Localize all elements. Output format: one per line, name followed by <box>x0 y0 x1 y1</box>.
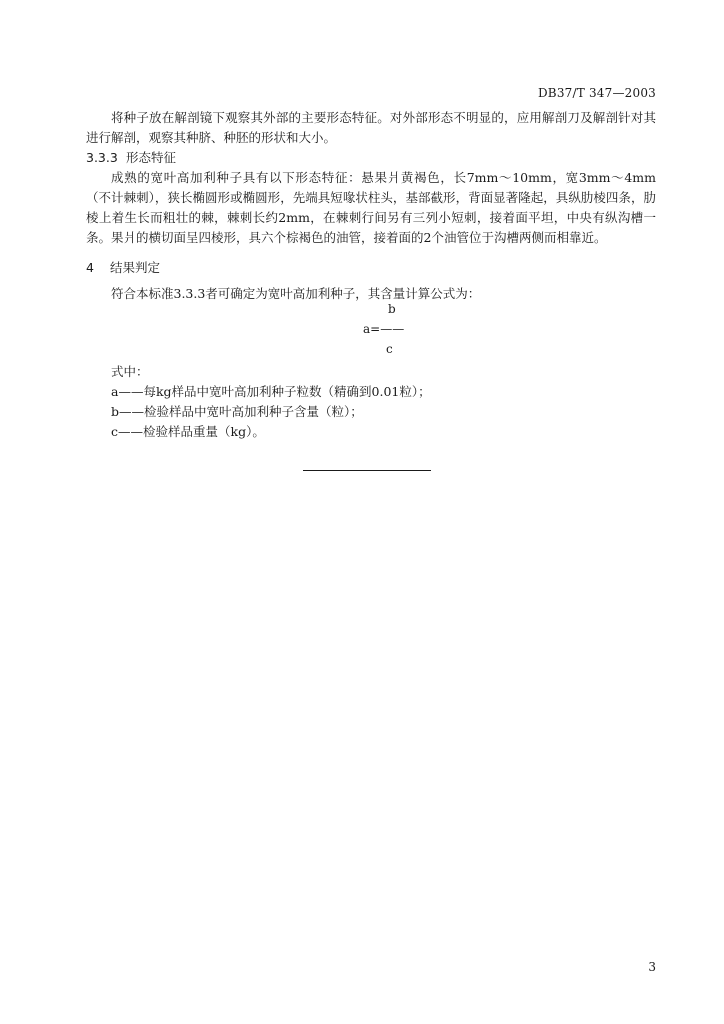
section-title: 形态特征 <box>126 150 177 165</box>
definition-c: c——检验样品重量（kg）。 <box>111 424 265 439</box>
formula-numerator: b <box>388 302 396 316</box>
page-content <box>86 108 656 442</box>
section-number: 3.3.3 <box>86 150 118 165</box>
section-number: 4 <box>86 260 94 275</box>
intro-paragraph: 将种子放在解剖镜下观察其外部的主要形态特征。对外部形态不明显的，应用解剖刀及解剖针对其进行解剖，观察其种脐、种胚的形状和大小。 <box>86 110 656 145</box>
page-number: 3 <box>648 960 656 974</box>
definition-b: b——检验样品中宽叶高加利种子含量（粒）； <box>111 404 363 419</box>
section-heading-3-3-3 <box>86 148 656 168</box>
result-paragraph: 符合本标准3.3.3者可确定为宽叶高加利种子，其含量计算公式为： <box>111 286 481 301</box>
section-heading-4 <box>86 258 656 278</box>
definition-a: a——每kg样品中宽叶高加利种子粒数（精确到0.01粒）； <box>111 384 431 399</box>
section-title: 结果判定 <box>110 260 161 275</box>
end-of-document-rule <box>303 470 431 471</box>
standard-code: DB37/T 347—2003 <box>537 86 656 100</box>
content-formula <box>86 304 656 362</box>
formula-lhs: a=—— <box>363 322 405 336</box>
where-label: 式中： <box>111 364 149 379</box>
morphology-paragraph: 成熟的宽叶高加利种子具有以下形态特征：悬果爿黄褐色，长7mm～10mm，宽3mm～4mm（不计棘刺），狭长椭圆形或椭圆形，先端具短喙状柱头，基部截形，背面显著隆起，具纵肋棱四条，肋棱上着生长而粗壮的棘，棘刺长约2mm，在棘刺行间另有三列小短刺，接着面平坦，中央有纵沟槽一条。果爿的横切面呈四棱形，具六个棕褐色的油管，接着面的2个油管位于沟槽两侧而相靠近。 <box>86 170 656 245</box>
formula-denominator: c <box>386 342 393 356</box>
